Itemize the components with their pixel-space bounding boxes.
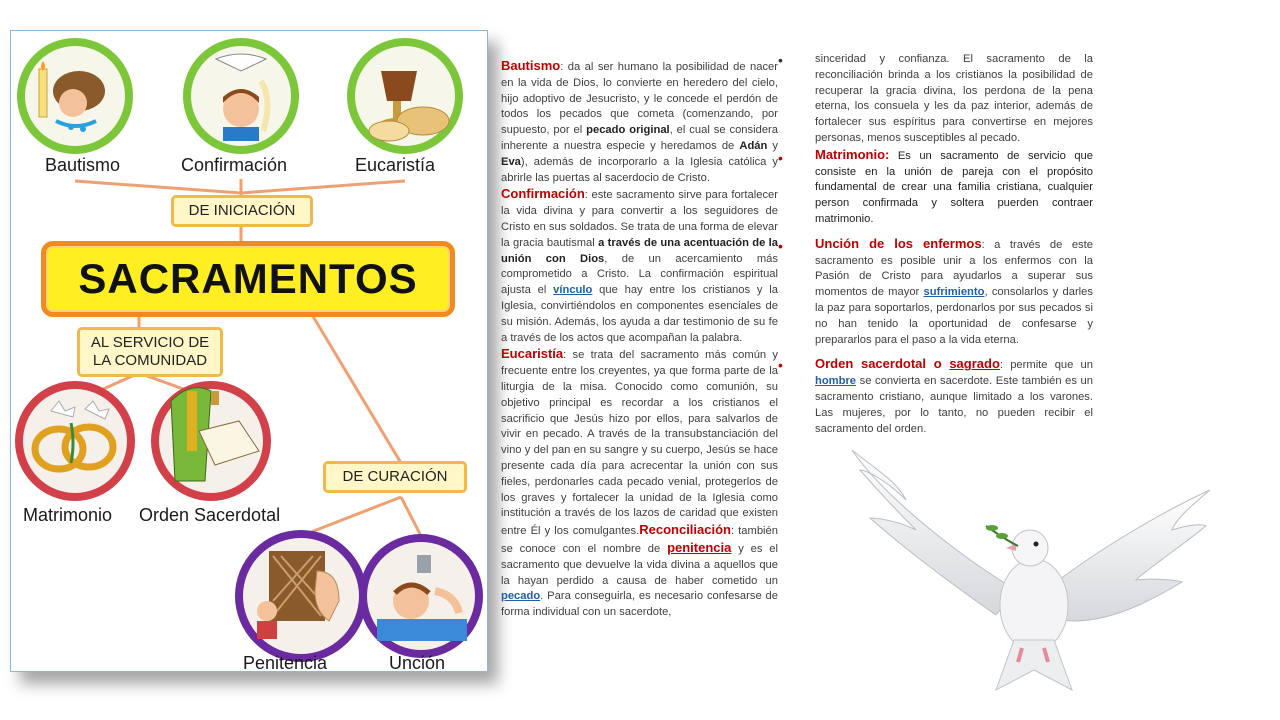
heading-reconciliacion: Reconciliación [639, 522, 731, 538]
label-orden-sacerdotal: Orden Sacerdotal [139, 505, 281, 525]
paragraph-uncion [815, 236, 1093, 349]
link-hombre[interactable]: hombre [815, 375, 857, 388]
text-span: : este sacramento sirve para fortalecer la vida divina y para convertir a los seguidores de Cristo en sus soldados. Se trata de una forma de elevar la gracia bautismal [501, 189, 778, 249]
link-sufrimiento[interactable]: sufrimiento [923, 286, 985, 299]
label-uncion: Unción [389, 653, 446, 672]
heading-confirmacion: Confirmación [501, 186, 585, 202]
text-span: : también se conoce con el nombre de [501, 525, 778, 555]
bold-span: Adán [739, 139, 768, 152]
heading-orden: Orden sacerdotal o [815, 356, 950, 372]
sacramentos-infographic [10, 30, 488, 672]
group-iniciacion: DE INICIACIÓN [171, 195, 313, 227]
dove-image [846, 440, 1216, 700]
label-bautismo: Bautismo [45, 155, 121, 175]
orden-sacerdotal-icon [151, 381, 271, 501]
text-span: , el cual se considera inherente a nuestra especie y heredamos de [501, 124, 778, 152]
bold-span: Eva [501, 155, 521, 168]
bullet: • [778, 357, 783, 373]
bullet: • [778, 52, 783, 68]
group-servicio: AL SERVICIO DE LA COMUNIDAD [77, 327, 223, 377]
text-span: , consolarlos y darles la paz para soportarlos, perdonarlos por sus pecados si no han tenido la oportunidad de confesarse y prepararlos para el paso a la vida eterna. [815, 286, 1093, 346]
paragraph-reconciliacion-cont: sinceridad y confianza. El sacramento de la reconciliación brinda a los cristianos la posibilidad de recuperar la gracia divina, los perdona de la pena eterna, los consuela y les da paz interior, además de fortalecer sus espíritus para convertirse en mejores personas, menos susceptibles al pecado. [815, 53, 1093, 144]
paragraph-matrimonio [815, 147, 1093, 228]
penitencia-icon [235, 530, 367, 662]
text-column-2 [815, 52, 1093, 437]
text-span: : se trata del sacramento más común y frecuente entre los creyentes, ya que forma parte de la liturgia de la misa. Conocido como comunión, su objetivo principal es recordar a los cristianos el sacrificio que Jesús hizo por ellos, para salvarlos de vivir en pecado. A través de la transubstanciación del vino y del pan en su sangre y su cuerpo, Jesús se hace presente cada día para acrecentar la unión con sus fieles, perdonarles cada pecado venial, protegerlos de los graves y fortalecer la unidad de la Iglesia como institución a través de los lazos de caridad que existen entre Él y los comulgantes. [501, 349, 778, 538]
paragraph-eucaristia [501, 346, 778, 621]
bullet: • [778, 238, 783, 254]
text-span: : permite que un [999, 359, 1093, 372]
uncion-icon [359, 534, 483, 658]
text-column-1 [501, 58, 778, 621]
label-eucaristia: Eucaristía [355, 155, 436, 175]
text-span: que hay entre los cristianos y la Iglesia, convirtiéndolos en componentes esenciales de su misión. Además, los ayuda a dar testimonio de su fe a través de los actos que acompañan la palabra. [501, 284, 778, 344]
matrimonio-icon [15, 381, 135, 501]
text-span: : a través de este sacramento es posible unir a los enfermos con la Pasión de Cristo para ayudarlos a superar sus momentos de mayor [815, 238, 1093, 299]
bullet: • [778, 150, 783, 166]
bold-span: a través de una acentuación de la unión con Dios [501, 236, 778, 265]
heading-matrimonio: Matrimonio: [815, 146, 890, 162]
heading-bautismo: Bautismo [501, 58, 561, 73]
text-span: , de un acercamiento más comprometido a Cristo. La confirmación espiritual ajusta el [501, 252, 778, 297]
heading-eucaristia: Eucaristía [501, 346, 564, 362]
text-span: se convierta en sacerdote. Este también es un sacramento cristiano, aunque limitado a los varones. Las mujeres, por lo tanto, no pueden recibir el sacramento del orden. [815, 375, 1093, 435]
paragraph-bautismo [501, 58, 778, 186]
link-sagrado[interactable]: sagrado [949, 356, 1000, 372]
link-penitencia[interactable]: penitencia [667, 539, 732, 555]
infographic-title: SACRAMENTOS [78, 255, 418, 302]
eucaristia-icon [347, 38, 463, 154]
bold-span: pecado original [586, 124, 670, 137]
link-vinculo[interactable]: vínculo [553, 284, 593, 297]
bautismo-icon [17, 38, 133, 154]
text-span: y [767, 139, 779, 152]
text-span: . Para conseguirla, es necesario confesarse de forma individual con un sacerdote, [501, 590, 778, 619]
text-span: y es el sacramento que devuelve la vida divina a aquellos que la hayan perdido a causa de haber cometido un [501, 542, 778, 587]
text-span: ), además de incorporarlo a la Iglesia católica y abrirle las puertas al sacerdocio de Cristo. [501, 155, 778, 184]
paragraph-orden [815, 356, 1093, 437]
label-penitencia: Penitencia [243, 653, 328, 672]
title-box [41, 241, 455, 317]
heading-uncion: Unción de los enfermos [815, 235, 982, 251]
label-matrimonio: Matrimonio [23, 505, 113, 525]
text-span: : da al ser humano la posibilidad de nacer en la vida de Dios, lo convierte en heredero del cielo, hijo adoptivo de Jesucristo, y le concede el perdón de todos los pecados que cometa (comenzando, por supuesto, por el [501, 61, 778, 137]
group-curacion: DE CURACIÓN [323, 461, 467, 493]
link-pecado[interactable]: pecado [501, 590, 541, 603]
confirmacion-icon [183, 38, 299, 154]
paragraph-confirmacion [501, 186, 778, 346]
label-confirmacion: Confirmación [181, 155, 288, 175]
text-span: Es un sacramento de servicio que consiste en la unión de pareja con el propósito fundamental de crear una familia cristiana, cualquier person confirmada y soltera puerden contraer matrimonio. [815, 149, 1093, 225]
